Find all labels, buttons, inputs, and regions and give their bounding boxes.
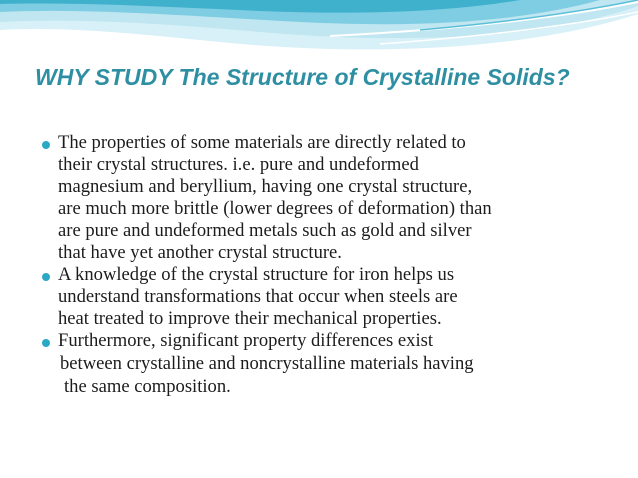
bullet-1-line-2: their crystal structures. i.e. pure and undeformed <box>58 154 419 175</box>
bullet-icon <box>42 339 50 347</box>
bullet-3-line-3: the same composition. <box>64 376 231 397</box>
slide-title: WHY STUDY The Structure of Crystalline Solids? <box>35 64 570 90</box>
bullet-1-line-5: are pure and undeformed metals such as gold and silver <box>58 220 472 241</box>
bullet-1-line-6: that have yet another crystal structure. <box>58 242 342 263</box>
bullet-3-line-2: between crystalline and noncrystalline materials having <box>60 353 474 374</box>
bullet-2-line-3: heat treated to improve their mechanical properties. <box>58 308 442 329</box>
bullet-1-line-3: magnesium and beryllium, having one crystal structure, <box>58 176 473 197</box>
bullet-1-line-4: are much more brittle (lower degrees of deformation) than <box>58 198 492 219</box>
bullet-2-line-1: A knowledge of the crystal structure for iron helps us <box>58 264 455 285</box>
bullet-icon <box>42 141 50 149</box>
bullet-1-line-1: The properties of some materials are directly related to <box>58 132 466 153</box>
bullet-icon <box>42 273 50 281</box>
header-swoosh-decoration <box>0 0 638 70</box>
bullet-2-line-2: understand transformations that occur when steels are <box>58 286 458 307</box>
bullet-3-line-1: Furthermore, significant property differences exist <box>58 330 434 351</box>
